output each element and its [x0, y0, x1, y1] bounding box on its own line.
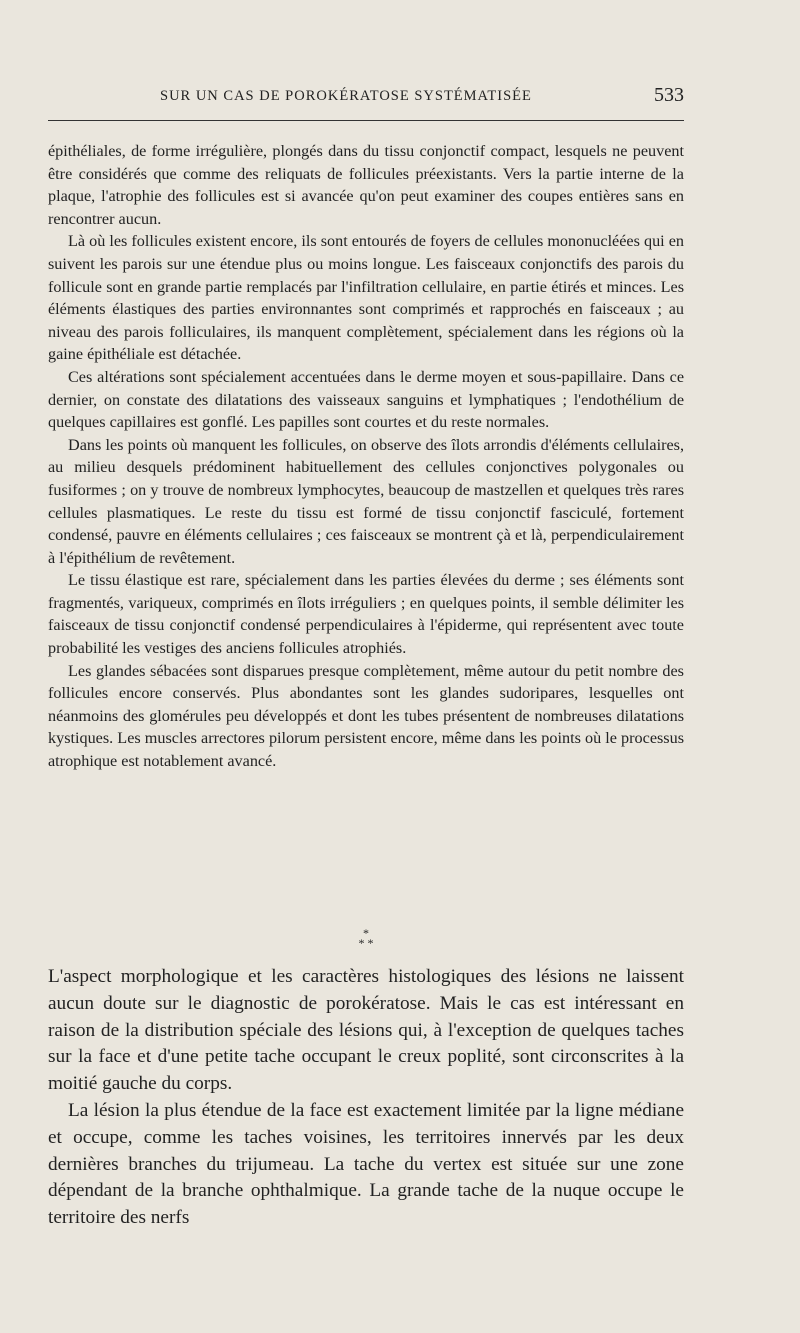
- section-separator: * * *: [358, 926, 374, 950]
- body-text-small: [48, 140, 684, 773]
- paragraph: Là où les follicules existent encore, ils sont entourés de foyers de cellules mononucléées qui en suivent les parois sur une étendue plus ou moins longue. Les faisceaux conjonctifs des parois du follicule sont en grande partie remplacés par l'infiltration cellulaire, en partie étirés et minces. Les éléments élastiques des parties environnantes sont comprimés et rapprochés en faisceaux ; au niveau des parois folliculaires, ils manquent complètement, spécialement dans les régions où la gaine épithéliale est détachée.: [48, 232, 684, 364]
- page-number: 533: [654, 84, 684, 106]
- paragraph: épithéliales, de forme irrégulière, plongés dans du tissu conjonctif compact, lesquels ne peuvent être considérés que comme des reliquats de follicules préexistants. Vers la partie interne de la plaque, l'atrophie des follicules est si avancée qu'on peut examiner des coupes entières sans en rencontrer aucun.: [48, 142, 684, 228]
- paragraph: Les glandes sébacées sont disparues presque complètement, même autour du petit nombre des follicules encore conservés. Plus abondantes sont les glandes sudoripares, lesquelles ont néanmoins des glomérules peu développés et dont les tubes présentent de nombreuses dilatations kystiques. Les muscles arrectores pilorum persistent encore, même dans les points où le processus atrophique est notablement avancé.: [48, 661, 684, 771]
- paragraph: Ces altérations sont spécialement accentuées dans le derme moyen et sous-papillaire. Dans ce dernier, on constate des dilatations des vaisseaux sanguins et lymphatiques ; l'endothélium de quelques capillaires est gonflé. Les papilles sont courtes et du reste normales.: [48, 367, 684, 432]
- paragraph: L'aspect morphologique et les caractères histologiques des lésions ne laissent aucun doute sur le diagnostic de porokératose. Mais le cas est intéressant en raison de la distribution spéciale des lésions qui, à l'exception de quelques taches sur la face et d'une petite tache occupant le creux poplité, sont circonscrites à la moitié gauche du corps.: [48, 966, 684, 1095]
- body-text-large: [48, 964, 684, 1232]
- header-rule: [48, 120, 684, 121]
- paragraph: La lésion la plus étendue de la face est exactement limitée par la ligne médiane et occupe, comme les taches voisines, les territoires innervés par les deux dernières branches du trijumeau. La tache du vertex est située sur une zone dépendant de la branche ophthalmique. La grande tache de la nuque occupe le territoire des nerfs: [48, 1099, 684, 1229]
- running-title: SUR UN CAS DE POROKÉRATOSE SYSTÉMATISÉE: [160, 88, 532, 104]
- paragraph: Dans les points où manquent les follicules, on observe des îlots arrondis d'éléments cellulaires, au milieu desquels prédominent habituellement des cellules conjonctives polygonales ou fusiformes ; on y trouve de nombreux lymphocytes, beaucoup de mastzellen et quelques très rares cellules plasmatiques. Le reste du tissu est formé de tissu conjonctif fasciculé, fortement condensé, pauvre en éléments cellulaires ; ces faisceaux se montrent çà et là, perpendiculairement à l'épithélium de revêtement.: [48, 435, 684, 567]
- page-header: [48, 84, 684, 110]
- paragraph: Le tissu élastique est rare, spécialement dans les parties élevées du derme ; ses éléments sont fragmentés, variqueux, comprimés en îlots irréguliers ; en quelques points, il semble délimiter les faisceaux de tissu conjonctif condensé perpendiculaires à l'épiderme, qui représentent avec toute probabilité les vestiges des anciens follicules atrophiés.: [48, 571, 684, 658]
